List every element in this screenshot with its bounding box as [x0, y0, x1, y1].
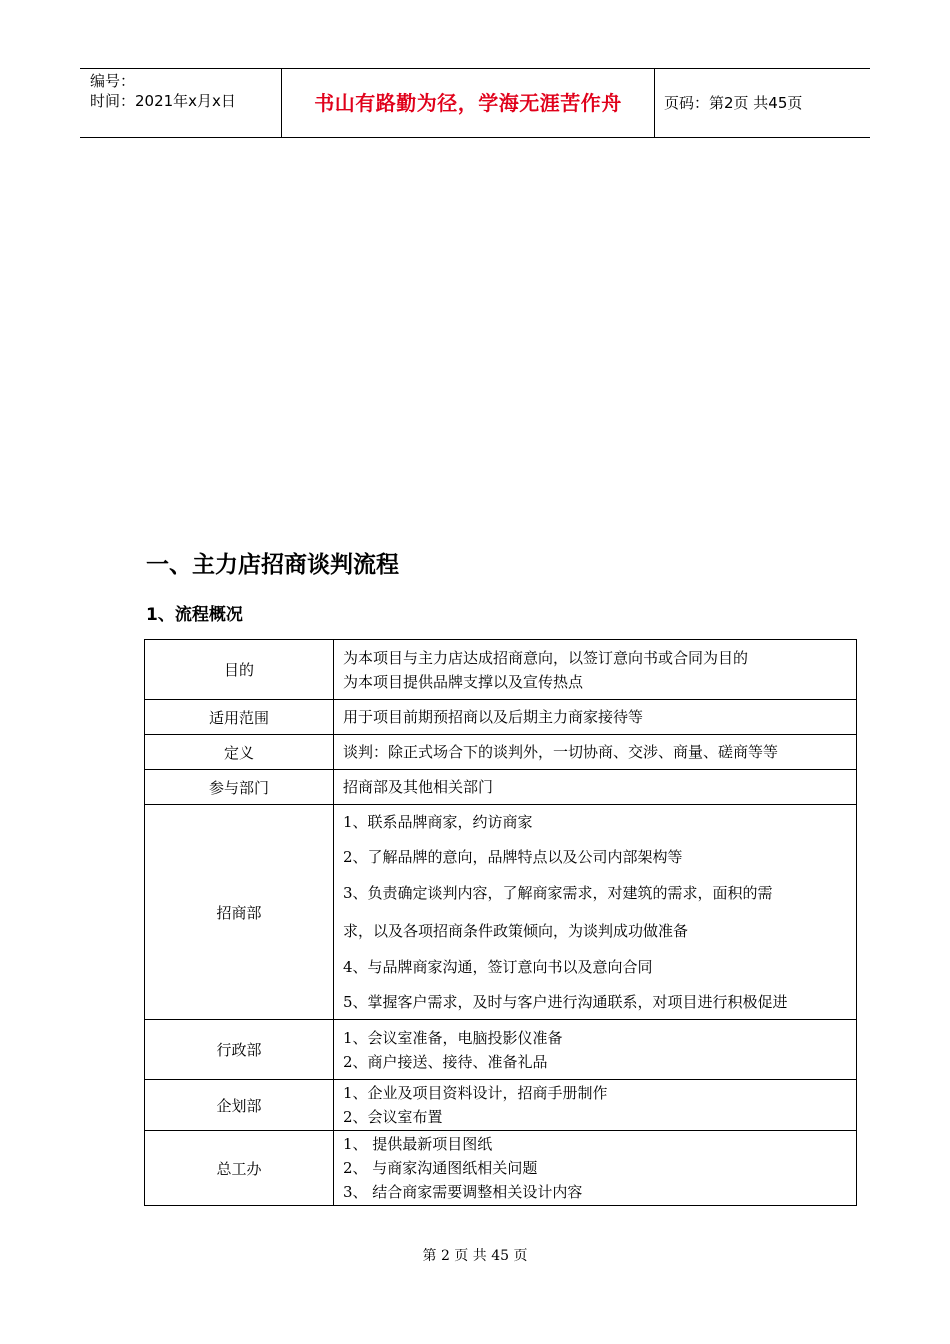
subsection-heading: 1、流程概况: [146, 605, 243, 625]
header-meta-cell: [80, 69, 282, 137]
row-key: 招商部: [145, 805, 334, 1020]
row-line: 1、 提供最新项目图纸: [343, 1135, 493, 1153]
row-line: 4、与品牌商家沟通，签订意向书以及意向合同: [343, 958, 653, 976]
row-key: 适用范围: [145, 700, 334, 735]
row-line: 用于项目前期预招商以及后期主力商家接待等: [343, 708, 644, 726]
time-label: 时间：2021年x月x日: [90, 92, 236, 110]
row-line: 1、联系品牌商家，约访商家: [343, 813, 533, 831]
row-line: 2、会议室布置: [343, 1108, 443, 1126]
row-line: 5、掌握客户需求，及时与客户进行沟通联系，对项目进行积极促进: [343, 992, 788, 1011]
row-key: 参与部门: [145, 770, 334, 805]
row-value: [334, 640, 857, 700]
page-header: [80, 68, 870, 138]
header-page-info: 页码：第2页 共45页: [664, 94, 803, 112]
header-motto: 书山有路勤为径，学海无涯苦作舟: [282, 69, 655, 137]
row-line: 2、 与商家沟通图纸相关问题: [343, 1159, 538, 1177]
row-value: [334, 735, 857, 770]
table-row: [145, 770, 857, 805]
row-line: 为本项目与主力店达成招商意向，以签订意向书或合同为目的: [343, 648, 749, 667]
section-heading: 一、主力店招商谈判流程: [146, 552, 399, 578]
row-value: [334, 1080, 857, 1131]
number-label: 编号：: [90, 72, 136, 90]
row-value: [334, 1131, 857, 1206]
table-row: [145, 1020, 857, 1080]
row-line: 招商部及其他相关部门: [343, 778, 494, 796]
row-value: [334, 770, 857, 805]
row-line: 求，以及各项招商条件政策倾向，为谈判成功做准备: [343, 922, 689, 940]
row-line: 1、企业及项目资料设计，招商手册制作: [343, 1084, 608, 1102]
row-key: 定义: [145, 735, 334, 770]
row-key: 目的: [145, 640, 334, 700]
table-row: [145, 1080, 857, 1131]
row-key: 企划部: [145, 1080, 334, 1131]
row-line: 3、 结合商家需要调整相关设计内容: [343, 1183, 583, 1201]
table-row: [145, 735, 857, 770]
row-line: 为本项目提供品牌支撑以及宣传热点: [343, 672, 584, 691]
row-line: 1、会议室准备，电脑投影仪准备: [343, 1028, 563, 1047]
row-key: 行政部: [145, 1020, 334, 1080]
row-key: 总工办: [145, 1131, 334, 1206]
process-overview-table: [144, 639, 857, 1206]
row-line: 2、了解品牌的意向，品牌特点以及公司内部架构等: [343, 847, 683, 866]
table-row: [145, 805, 857, 1020]
row-line: 3、负责确定谈判内容，了解商家需求，对建筑的需求，面积的需: [343, 884, 773, 902]
row-line: 谈判：除正式场合下的谈判外，一切协商、交涉、商量、磋商等等: [343, 743, 779, 761]
row-value: [334, 700, 857, 735]
table-row: [145, 700, 857, 735]
table-row: [145, 1131, 857, 1206]
page-footer: 第 2 页 共 45 页: [422, 1248, 528, 1264]
table-row: [145, 640, 857, 700]
row-value: [334, 805, 857, 1020]
row-value: [334, 1020, 857, 1080]
row-line: 2、商户接送、接待、准备礼品: [343, 1052, 548, 1071]
